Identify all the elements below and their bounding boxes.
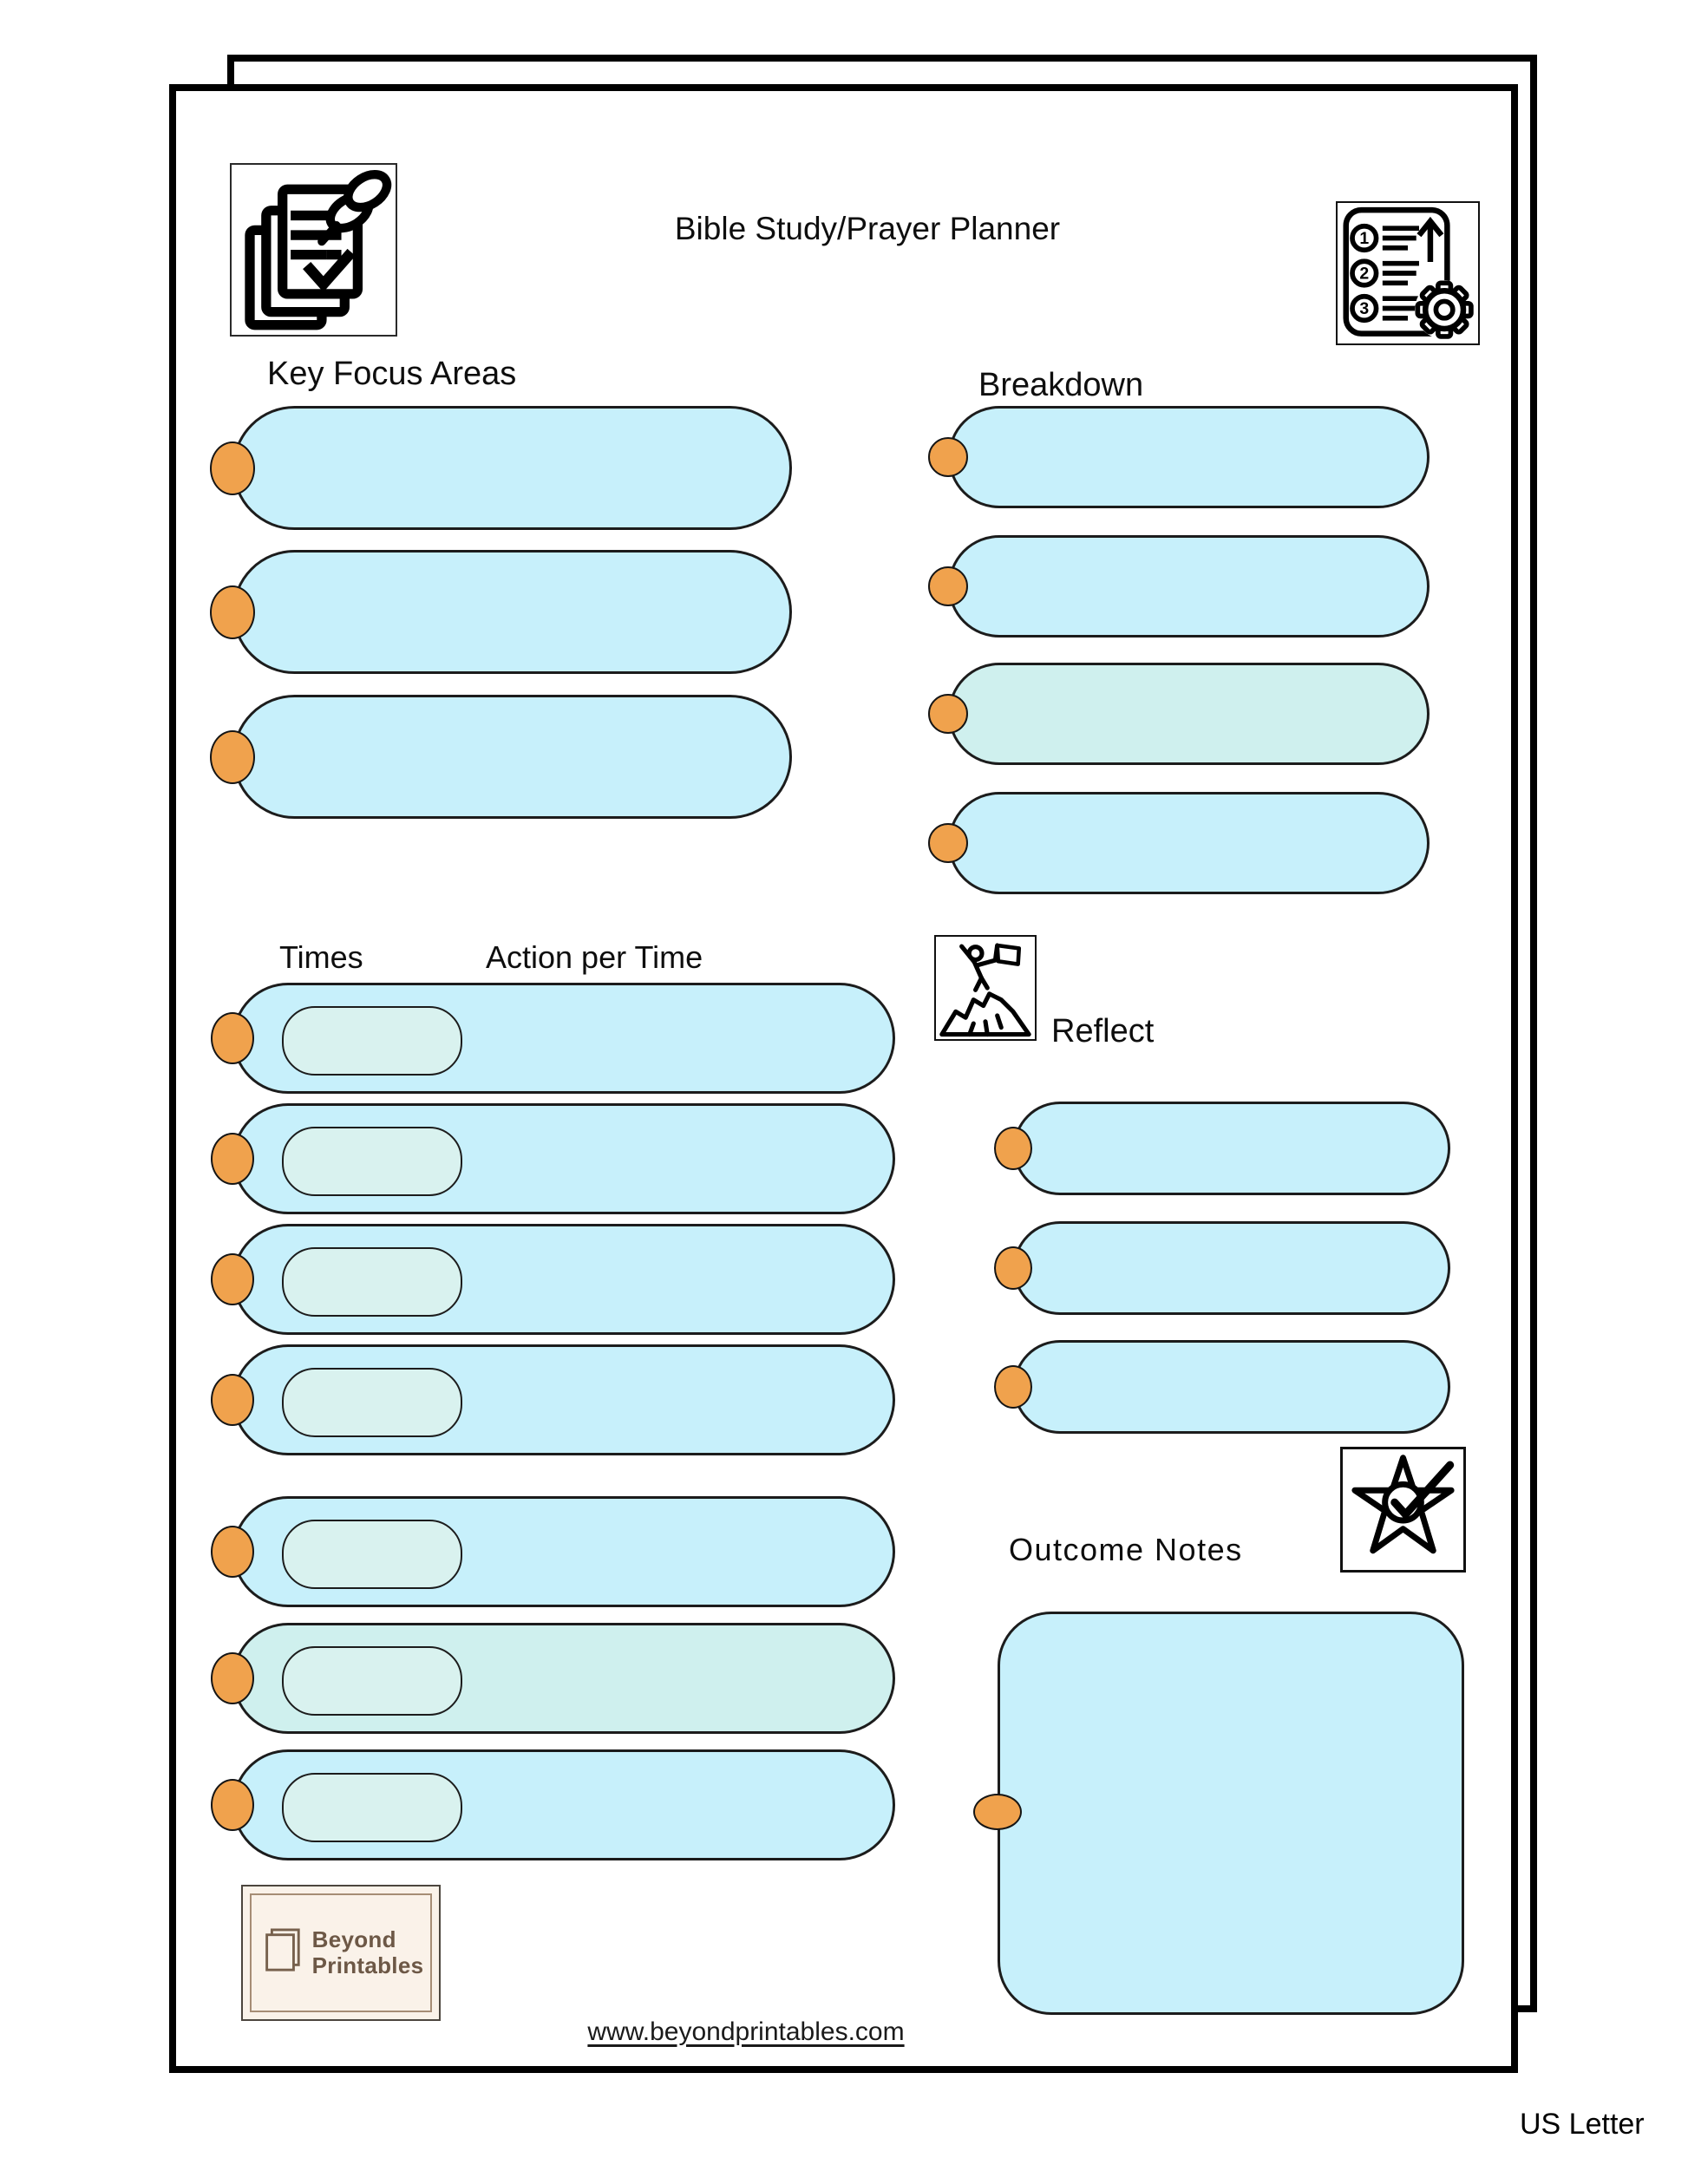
- svg-text:3: 3: [1359, 298, 1370, 318]
- reflect-heading: Reflect: [1051, 1013, 1155, 1049]
- times-row: [232, 983, 895, 1094]
- orange-bullet: [211, 1652, 254, 1704]
- breakdown-row: [948, 792, 1430, 894]
- times-row: [232, 1224, 895, 1335]
- time-slot-field: [282, 1127, 462, 1196]
- orange-bullet: [210, 585, 255, 639]
- orange-bullet: [210, 730, 255, 784]
- orange-bullet: [994, 1127, 1032, 1170]
- breakdown-row: [948, 535, 1430, 638]
- outcome-notes-heading: Outcome Notes: [1009, 1532, 1243, 1567]
- reflect-row: [1013, 1102, 1450, 1195]
- numbered-steps-gear-icon: [1336, 201, 1480, 345]
- reflect-row: [1013, 1340, 1450, 1434]
- brand-logo: [241, 1885, 441, 2021]
- orange-bullet: [211, 1133, 254, 1185]
- star-check-icon: [1340, 1447, 1466, 1573]
- logo-line2: Printables: [311, 1952, 424, 1978]
- breakdown-heading: Breakdown: [978, 367, 1144, 403]
- orange-bullet: [928, 694, 968, 734]
- orange-bullet: [210, 441, 255, 495]
- stacked-pages-icon: [258, 1925, 304, 1981]
- times-row: [232, 1749, 895, 1860]
- time-slot-field: [282, 1006, 462, 1076]
- times-heading: Times: [279, 939, 363, 975]
- key-focus-areas-row: [232, 695, 792, 819]
- key-focus-areas-heading: Key Focus Areas: [267, 356, 517, 392]
- time-slot-field: [282, 1646, 462, 1716]
- time-slot-field: [282, 1368, 462, 1437]
- orange-bullet: [994, 1365, 1032, 1409]
- times-row: [232, 1496, 895, 1607]
- orange-bullet: [928, 566, 968, 606]
- breakdown-row: [948, 406, 1430, 508]
- orange-bullet: [973, 1794, 1022, 1830]
- times-row: [232, 1103, 895, 1214]
- key-focus-areas-row: [232, 406, 792, 530]
- pinned-notes-icon: [230, 163, 397, 337]
- time-slot-field: [282, 1773, 462, 1842]
- orange-bullet: [211, 1253, 254, 1305]
- orange-bullet: [994, 1246, 1032, 1290]
- time-slot-field: [282, 1247, 462, 1317]
- page-size-label: US Letter: [1520, 2108, 1645, 2141]
- time-slot-field: [282, 1520, 462, 1589]
- orange-bullet: [211, 1779, 254, 1831]
- orange-bullet: [211, 1012, 254, 1064]
- outcome-notes-box: [998, 1612, 1464, 2015]
- reflect-row: [1013, 1221, 1450, 1315]
- action-per-time-heading: Action per Time: [486, 939, 703, 975]
- logo-line1: Beyond: [311, 1926, 396, 1953]
- key-focus-areas-row: [232, 550, 792, 674]
- mountain-flag-achievement-icon: [934, 935, 1037, 1041]
- orange-bullet: [211, 1374, 254, 1426]
- page-title: Bible Study/Prayer Planner: [674, 211, 1061, 246]
- times-row: [232, 1344, 895, 1455]
- svg-text:1: 1: [1359, 228, 1370, 248]
- svg-text:2: 2: [1359, 264, 1370, 284]
- breakdown-row: [948, 663, 1430, 765]
- times-row: [232, 1623, 895, 1734]
- website-link[interactable]: www.beyondprintables.com: [587, 2017, 905, 2046]
- orange-bullet: [928, 823, 968, 863]
- orange-bullet: [928, 437, 968, 477]
- orange-bullet: [211, 1526, 254, 1578]
